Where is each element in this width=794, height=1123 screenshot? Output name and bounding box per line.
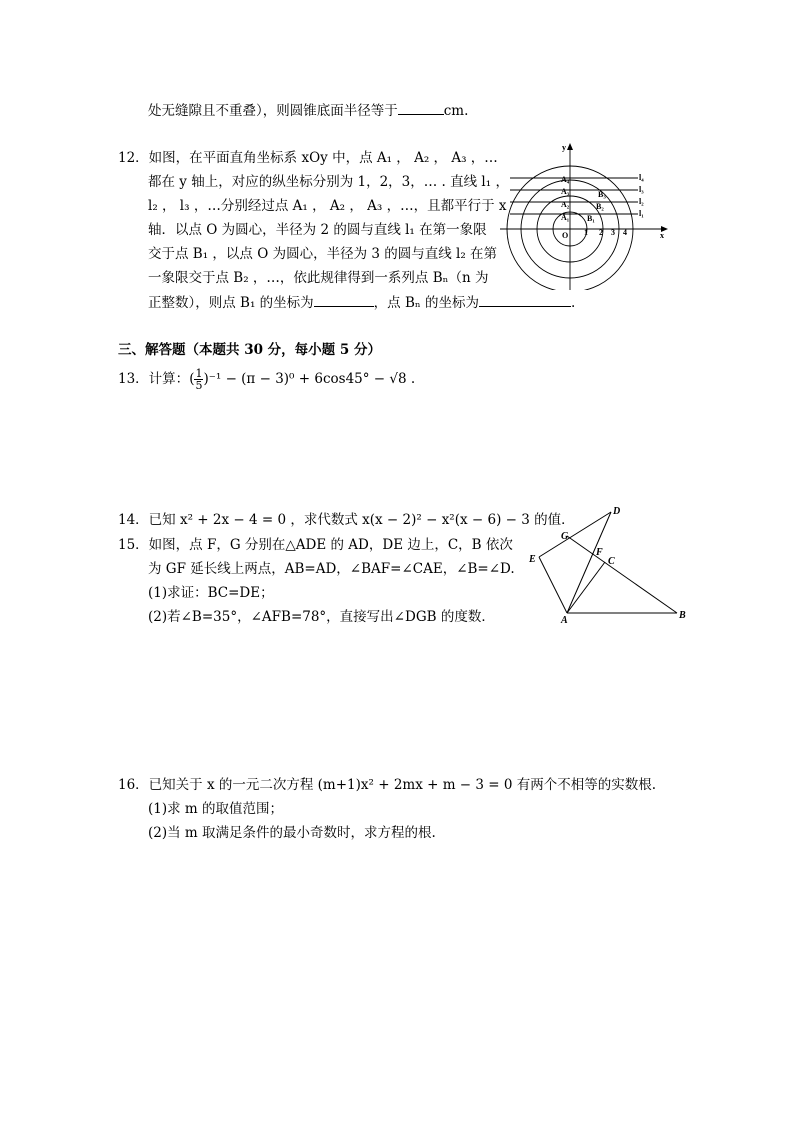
a1-label: A₁ [561, 213, 570, 222]
a2-label: A₂ [561, 200, 570, 209]
tick-2: 2 [599, 228, 603, 237]
b3-label: B₃ [598, 190, 606, 199]
q13-rest: )⁻¹ − (π − 3)⁰ + 6cos45° − √8 . [203, 371, 416, 387]
q16-line-2: (1)求 m 的取值范围； [148, 801, 284, 817]
q12-line-6: 一象限交于点 B₂ ，…，依此规律得到一系列点 Bₙ（n 为 [148, 270, 489, 286]
q15-figure [525, 500, 695, 625]
q12-figure [500, 140, 680, 290]
q13-prefix: 13．计算： [118, 371, 190, 387]
q12-line-7c: . [571, 295, 576, 311]
q12-line-3: l₂ ， l₃ ，…分别经过点 A₁ ， A₂ ， A₃ ，…，且都平行于 x [148, 198, 507, 214]
label-b: B [679, 610, 686, 621]
b1-label: B₁ [587, 214, 595, 223]
q15-line-3: (1)求证：BC=DE； [148, 585, 274, 601]
l3-label: l₃ [639, 185, 644, 194]
l4-label: l₄ [639, 173, 644, 182]
segment-ae [539, 557, 567, 613]
tick-4: 4 [623, 228, 627, 237]
q15-line-1: 15．如图，点 F，G 分别在△ADE 的 AD，DE 边上，C，B 依次 [118, 537, 513, 553]
q12-answer-blank-2 [479, 292, 571, 307]
q12-line-2: 都在 y 轴上，对应的纵坐标分别为 1，2，3，… . 直线 l₁ ， [148, 174, 509, 190]
b2-label: B₂ [596, 202, 604, 211]
q13-frac-num: 1 [195, 367, 203, 380]
q12-line-4: 轴．以点 O 为圆心，半径为 2 的圆与直线 l₁ 在第一象限 [148, 222, 487, 238]
label-f: F [596, 547, 603, 558]
q12-answer-blank-1 [314, 292, 374, 307]
q16-line-1: 16．已知关于 x 的一元二次方程 (m+1)x² + 2mx + m − 3 = 0 有两个不相等的实数根. [118, 777, 657, 793]
q13-frac-den: 5 [195, 379, 203, 392]
q12-line-7b: ，点 Bₙ 的坐标为 [373, 295, 480, 311]
label-e: E [529, 554, 536, 565]
q11-unit: cm. [443, 103, 469, 119]
q15-line-4: (2)若∠B=35°，∠AFB=78°，直接写出∠DGB 的度数． [148, 609, 495, 625]
a4-label: A₄ [561, 175, 570, 184]
label-a: A [561, 615, 568, 625]
q11-tail-line [148, 100, 468, 121]
label-g: G [561, 531, 569, 542]
tick-3: 3 [611, 228, 615, 237]
q12-line-5: 交于点 B₁ ，以点 O 为圆心，半径为 3 的圆与直线 l₂ 在第 [148, 246, 498, 262]
q16-line-3: (2)当 m 取满足条件的最小奇数时，求方程的根. [148, 825, 436, 841]
a3-label: A₃ [561, 187, 570, 196]
x-label: x [660, 231, 664, 240]
q15-line-2: 为 GF 延长线上两点，AB=AD，∠BAF=∠CAE，∠B=∠D. [148, 561, 515, 577]
origin-label: O [562, 231, 569, 240]
q11-tail-text: 处无缝隙且不重叠），则圆锥底面半径等于 [148, 103, 398, 119]
question-14: 14．已知 x² + 2x − 4 = 0 ，求代数式 x(x − 2)² − x²(x − 6) − 3 的值． [118, 512, 575, 528]
y-arrow [567, 143, 573, 150]
l1-label: l₁ [639, 209, 644, 218]
label-c: C [608, 556, 615, 567]
q11-answer-blank [398, 100, 444, 115]
tick-1: 1 [584, 228, 588, 237]
q12-line-7a: 正整数），则点 B₁ 的坐标为 [148, 295, 314, 311]
question-13: 13．计算：( $\frac{1}{5}$ )⁻¹ − (π − 3)⁰ + 6cos45° − √8 . [118, 367, 416, 392]
q12-line-7 [148, 292, 575, 313]
l2-label: l₂ [639, 197, 644, 206]
y-label: y [562, 143, 566, 152]
section-3-heading: 三、解答题（本题共 30 分，每小题 5 分） [118, 342, 381, 358]
label-d: D [613, 506, 621, 517]
q12-line-1: 12．如图，在平面直角坐标系 xOy 中，点 A₁ ， A₂ ， A₃ ，… [118, 150, 498, 166]
